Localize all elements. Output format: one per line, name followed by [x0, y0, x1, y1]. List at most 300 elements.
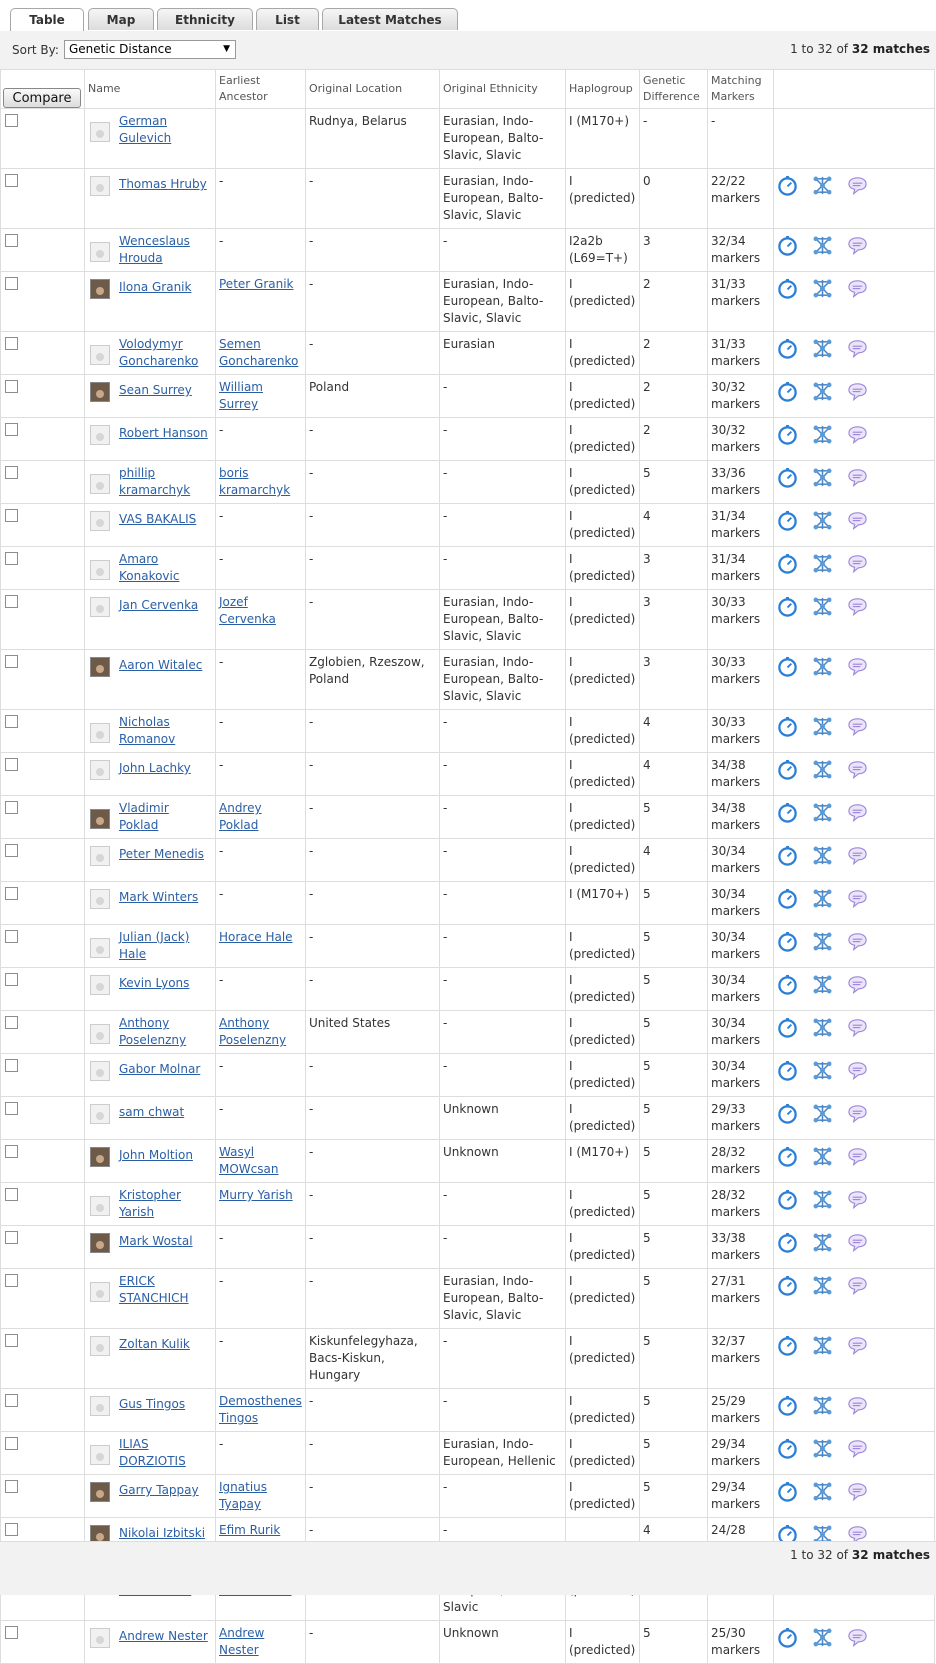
- member-name-link[interactable]: Andrew Nester: [119, 1629, 208, 1643]
- tree-icon[interactable]: [812, 759, 833, 785]
- member-name-link[interactable]: Vladimir Poklad: [119, 801, 169, 832]
- ethnicity-cell: -: [440, 418, 566, 461]
- table-row: [1, 1621, 935, 1664]
- row-actions: [777, 508, 931, 536]
- message-icon[interactable]: [847, 1189, 868, 1215]
- timer-icon[interactable]: [777, 1189, 798, 1215]
- location-cell: -: [306, 1097, 440, 1140]
- member-name-link[interactable]: Kevin Lyons: [119, 976, 190, 990]
- select-checkbox[interactable]: [5, 655, 18, 668]
- member-name-link[interactable]: ILIAS DORZIOTIS: [119, 1437, 186, 1468]
- actions-cell: [774, 272, 935, 332]
- tab-list[interactable]: List: [256, 8, 319, 30]
- avatar[interactable]: [90, 425, 110, 445]
- timer-icon[interactable]: [777, 802, 798, 828]
- select-checkbox[interactable]: [5, 1394, 18, 1407]
- avatar[interactable]: [90, 1445, 110, 1465]
- member-name-link[interactable]: Volodymyr Goncharenko: [119, 337, 199, 368]
- message-icon[interactable]: [847, 1335, 868, 1361]
- timer-icon[interactable]: [777, 381, 798, 407]
- avatar[interactable]: [90, 382, 110, 402]
- footer-count-prefix: 1 to 32 of: [790, 1548, 852, 1562]
- ancestor-link[interactable]: Efim Rurik: [219, 1523, 281, 1537]
- footer-match-count: [790, 1548, 930, 1562]
- timer-icon[interactable]: [777, 467, 798, 493]
- tree-icon[interactable]: [812, 1335, 833, 1361]
- member-name-link[interactable]: Ilona Granik: [119, 280, 192, 294]
- select-cell: [1, 1054, 85, 1097]
- genetic-difference-cell: 5: [640, 461, 708, 504]
- timer-icon[interactable]: [777, 596, 798, 622]
- timer-icon[interactable]: [777, 553, 798, 579]
- ancestor-link[interactable]: Murry Yarish: [219, 1188, 293, 1202]
- message-icon[interactable]: [847, 1232, 868, 1258]
- ancestor-text: -: [219, 234, 224, 248]
- avatar[interactable]: [90, 760, 110, 780]
- name-cell: [85, 418, 216, 461]
- tree-icon[interactable]: [812, 1395, 833, 1421]
- message-icon[interactable]: [847, 759, 868, 785]
- tree-icon[interactable]: [812, 1481, 833, 1507]
- avatar[interactable]: [90, 345, 110, 365]
- timer-icon[interactable]: [777, 510, 798, 536]
- member-name-link[interactable]: VAS BAKALIS: [119, 512, 197, 526]
- tree-icon[interactable]: [812, 1275, 833, 1301]
- member-name-link[interactable]: Sean Surrey: [119, 383, 192, 397]
- name-cell: [85, 650, 216, 710]
- location-cell: -: [306, 272, 440, 332]
- member-name-link[interactable]: Nikolai Izbitski: [119, 1526, 206, 1540]
- haplogroup-cell: I (predicted): [566, 375, 640, 418]
- haplogroup-cell: I (predicted): [566, 332, 640, 375]
- timer-icon[interactable]: [777, 759, 798, 785]
- message-icon[interactable]: [847, 931, 868, 957]
- member-name-link[interactable]: Jan Cervenka: [119, 598, 199, 612]
- name-cell: [85, 1432, 216, 1475]
- timer-icon[interactable]: [777, 845, 798, 871]
- avatar[interactable]: [90, 809, 110, 829]
- table-row: [1, 418, 935, 461]
- timer-icon[interactable]: [777, 278, 798, 304]
- avatar[interactable]: [90, 279, 110, 299]
- member-name-link[interactable]: ERICK STANCHICH: [119, 1274, 189, 1305]
- select-checkbox[interactable]: [5, 380, 18, 393]
- tree-icon[interactable]: [812, 802, 833, 828]
- member-name-link[interactable]: Wenceslaus Hrouda: [119, 234, 190, 265]
- message-icon[interactable]: [847, 1627, 868, 1653]
- member-name-link[interactable]: Amaro Konakovic: [119, 552, 180, 583]
- tree-icon[interactable]: [812, 1146, 833, 1172]
- matching-markers-cell: 30/33 markers: [708, 590, 774, 650]
- tree-icon[interactable]: [812, 1017, 833, 1043]
- timer-icon[interactable]: [777, 1103, 798, 1129]
- timer-icon[interactable]: [777, 656, 798, 682]
- actions-cell: [774, 1226, 935, 1269]
- avatar[interactable]: [90, 597, 110, 617]
- row-actions: [777, 1625, 931, 1653]
- timer-icon[interactable]: [777, 974, 798, 1000]
- ethnicity-cell: Eurasian, Indo-European, Balto-Slavic, Slavic: [440, 109, 566, 169]
- select-checkbox[interactable]: [5, 114, 18, 127]
- select-checkbox[interactable]: [5, 277, 18, 290]
- avatar[interactable]: [90, 657, 110, 677]
- timer-icon[interactable]: [777, 424, 798, 450]
- haplogroup-cell: I (predicted): [566, 169, 640, 229]
- ancestor-link[interactable]: Jozef Cervenka: [219, 595, 276, 626]
- select-checkbox[interactable]: [5, 1145, 18, 1158]
- tree-icon[interactable]: [812, 553, 833, 579]
- col-original-ethnicity[interactable]: Original Ethnicity: [440, 70, 566, 109]
- ancestor-link[interactable]: Semen Goncharenko: [219, 337, 299, 368]
- message-icon[interactable]: [847, 1275, 868, 1301]
- ancestor-link[interactable]: Ignatius Tyapay: [219, 1480, 268, 1511]
- avatar[interactable]: [90, 1628, 110, 1648]
- member-name-link[interactable]: Garry Tappay: [119, 1483, 199, 1497]
- tree-icon[interactable]: [812, 974, 833, 1000]
- select-checkbox[interactable]: [5, 1334, 18, 1347]
- match-count-total: 32 matches: [851, 42, 930, 56]
- ancestor-link[interactable]: Peter Granik: [219, 277, 294, 291]
- select-checkbox[interactable]: [5, 1437, 18, 1450]
- select-checkbox[interactable]: [5, 1231, 18, 1244]
- tab-ethnicity[interactable]: Ethnicity: [157, 8, 253, 30]
- location-cell: -: [306, 1389, 440, 1432]
- timer-icon[interactable]: [777, 235, 798, 261]
- tree-icon[interactable]: [812, 1060, 833, 1086]
- ancestor-text: -: [219, 844, 224, 858]
- message-icon[interactable]: [847, 553, 868, 579]
- ancestor-link[interactable]: Andrew Nester: [219, 1626, 265, 1657]
- avatar[interactable]: [90, 1282, 110, 1302]
- message-icon[interactable]: [847, 1438, 868, 1464]
- ancestor-text: -: [219, 973, 224, 987]
- avatar[interactable]: [90, 511, 110, 531]
- location-cell: -: [306, 1518, 440, 1561]
- select-checkbox[interactable]: [5, 844, 18, 857]
- message-icon[interactable]: [847, 467, 868, 493]
- member-name-link[interactable]: Mark Wostal: [119, 1234, 193, 1248]
- member-name-link[interactable]: Zoltan Kulik: [119, 1337, 190, 1351]
- ancestor-link[interactable]: Horace Hale: [219, 930, 293, 944]
- timer-icon[interactable]: [777, 1395, 798, 1421]
- genetic-difference-cell: 4: [640, 504, 708, 547]
- member-name-link[interactable]: Aaron Witalec: [119, 658, 203, 672]
- ancestor-cell: [216, 169, 306, 229]
- location-cell: -: [306, 753, 440, 796]
- avatar[interactable]: [90, 975, 110, 995]
- avatar[interactable]: [90, 1336, 110, 1356]
- member-name-link[interactable]: Kristopher Yarish: [119, 1188, 181, 1219]
- col-genetic-difference[interactable]: Genetic Difference: [640, 70, 708, 109]
- actions-cell: [774, 710, 935, 753]
- tab-map[interactable]: Map: [88, 8, 154, 30]
- timer-icon[interactable]: [777, 1481, 798, 1507]
- avatar[interactable]: [90, 1233, 110, 1253]
- message-icon[interactable]: [847, 1146, 868, 1172]
- ethnicity-cell: Eurasian, Indo-European, Balto-Slavic, Slavic: [440, 590, 566, 650]
- ethnicity-cell: Eurasian, Indo-European, Balto-Slavic, Slavic: [440, 169, 566, 229]
- row-actions: [777, 843, 931, 871]
- tree-icon[interactable]: [812, 235, 833, 261]
- genetic-difference-cell: 5: [640, 796, 708, 839]
- tab-table[interactable]: Table: [10, 8, 84, 32]
- message-icon[interactable]: [847, 1103, 868, 1129]
- message-icon[interactable]: [847, 656, 868, 682]
- actions-cell: [774, 1389, 935, 1432]
- message-icon[interactable]: [847, 235, 868, 261]
- avatar[interactable]: [90, 1196, 110, 1216]
- member-name-link[interactable]: phillip kramarchyk: [119, 466, 191, 497]
- genetic-difference-cell: 5: [640, 925, 708, 968]
- select-checkbox[interactable]: [5, 174, 18, 187]
- tree-icon[interactable]: [812, 845, 833, 871]
- tree-icon[interactable]: [812, 175, 833, 201]
- select-checkbox[interactable]: [5, 234, 18, 247]
- message-icon[interactable]: [847, 1395, 868, 1421]
- genetic-difference-cell: 4: [640, 1518, 708, 1561]
- ancestor-cell: [216, 461, 306, 504]
- timer-icon[interactable]: [777, 1017, 798, 1043]
- tree-icon[interactable]: [812, 716, 833, 742]
- ancestor-cell: [216, 590, 306, 650]
- haplogroup-cell: I (predicted): [566, 1269, 640, 1329]
- table-row: [1, 1432, 935, 1475]
- actions-cell: [774, 332, 935, 375]
- col-earliest-ancestor[interactable]: Earliest Ancestor: [216, 70, 306, 109]
- select-checkbox[interactable]: [5, 1274, 18, 1287]
- tree-icon[interactable]: [812, 1627, 833, 1653]
- actions-cell: [774, 882, 935, 925]
- row-actions: [777, 379, 931, 407]
- message-icon[interactable]: [847, 845, 868, 871]
- genetic-difference-cell: 3: [640, 547, 708, 590]
- ancestor-link[interactable]: Demosthenes Tingos: [219, 1394, 302, 1425]
- ancestor-link[interactable]: boris kramarchyk: [219, 466, 291, 497]
- select-checkbox[interactable]: [5, 758, 18, 771]
- avatar[interactable]: [90, 176, 110, 196]
- avatar[interactable]: [90, 846, 110, 866]
- avatar[interactable]: [90, 1104, 110, 1124]
- location-cell: -: [306, 590, 440, 650]
- name-cell: [85, 925, 216, 968]
- col-haplogroup[interactable]: Haplogroup: [566, 70, 640, 109]
- member-name-link[interactable]: Gabor Molnar: [119, 1062, 201, 1076]
- timer-icon[interactable]: [777, 1232, 798, 1258]
- member-name-link[interactable]: German Gulevich: [119, 114, 172, 145]
- location-cell: -: [306, 504, 440, 547]
- tree-icon[interactable]: [812, 596, 833, 622]
- select-checkbox[interactable]: [5, 423, 18, 436]
- ancestor-cell: [216, 1097, 306, 1140]
- message-icon[interactable]: [847, 802, 868, 828]
- ethnicity-cell: Eurasian, Indo-European, Hellenic: [440, 1432, 566, 1475]
- member-name-link[interactable]: John Moltion: [119, 1148, 193, 1162]
- haplogroup-cell: I (predicted): [566, 796, 640, 839]
- select-cell: [1, 882, 85, 925]
- table-row: [1, 1054, 935, 1097]
- matching-markers-cell: 28/32 markers: [708, 1140, 774, 1183]
- location-cell: -: [306, 1621, 440, 1664]
- member-name-link[interactable]: Peter Menedis: [119, 847, 204, 861]
- message-icon[interactable]: [847, 381, 868, 407]
- message-icon[interactable]: [847, 338, 868, 364]
- ancestor-link[interactable]: Andrey Poklad: [219, 801, 262, 832]
- actions-cell: [774, 1269, 935, 1329]
- actions-cell: [774, 1432, 935, 1475]
- member-name-link[interactable]: Gus Tingos: [119, 1397, 186, 1411]
- sort-label: Sort By:: [12, 43, 59, 57]
- location-cell: Kiskunfelegyhaza, Bacs-Kiskun, Hungary: [306, 1329, 440, 1389]
- tree-icon[interactable]: [812, 278, 833, 304]
- genetic-difference-cell: 5: [640, 1475, 708, 1518]
- tree-icon[interactable]: [812, 510, 833, 536]
- message-icon[interactable]: [847, 424, 868, 450]
- member-name-link[interactable]: Thomas Hruby: [119, 177, 207, 191]
- tree-icon[interactable]: [812, 1103, 833, 1129]
- avatar[interactable]: [90, 1061, 110, 1081]
- timer-icon[interactable]: [777, 1275, 798, 1301]
- timer-icon[interactable]: [777, 175, 798, 201]
- matching-markers-cell: 29/33 markers: [708, 1097, 774, 1140]
- avatar[interactable]: [90, 1024, 110, 1044]
- tab-latest-matches[interactable]: Latest Matches: [322, 8, 458, 30]
- table-row: [1, 1011, 935, 1054]
- select-checkbox[interactable]: [5, 595, 18, 608]
- select-checkbox[interactable]: [5, 1626, 18, 1639]
- avatar[interactable]: [90, 560, 110, 580]
- message-icon[interactable]: [847, 278, 868, 304]
- select-checkbox[interactable]: [5, 1059, 18, 1072]
- table-row: [1, 1475, 935, 1518]
- avatar[interactable]: [90, 938, 110, 958]
- select-checkbox[interactable]: [5, 801, 18, 814]
- select-checkbox[interactable]: [5, 1102, 18, 1115]
- tree-icon[interactable]: [812, 1189, 833, 1215]
- col-original-location[interactable]: Original Location: [306, 70, 440, 109]
- tree-icon[interactable]: [812, 1232, 833, 1258]
- select-checkbox[interactable]: [5, 1016, 18, 1029]
- avatar[interactable]: [90, 122, 110, 142]
- select-checkbox[interactable]: [5, 337, 18, 350]
- haplogroup-cell: I (M170+): [566, 882, 640, 925]
- select-checkbox[interactable]: [5, 1480, 18, 1493]
- message-icon[interactable]: [847, 1060, 868, 1086]
- actions-cell: [774, 1097, 935, 1140]
- message-icon[interactable]: [847, 510, 868, 536]
- name-cell: [85, 1621, 216, 1664]
- message-icon[interactable]: [847, 888, 868, 914]
- select-checkbox[interactable]: [5, 552, 18, 565]
- ethnicity-cell: Eurasian: [440, 332, 566, 375]
- timer-icon[interactable]: [777, 888, 798, 914]
- ancestor-link[interactable]: William Surrey: [219, 380, 263, 411]
- location-cell: -: [306, 796, 440, 839]
- timer-icon[interactable]: [777, 1060, 798, 1086]
- select-checkbox[interactable]: [5, 1523, 18, 1536]
- timer-icon[interactable]: [777, 338, 798, 364]
- ancestor-cell: [216, 1329, 306, 1389]
- tree-icon[interactable]: [812, 1438, 833, 1464]
- select-cell: [1, 925, 85, 968]
- timer-icon[interactable]: [777, 716, 798, 742]
- timer-icon[interactable]: [777, 1335, 798, 1361]
- message-icon[interactable]: [847, 596, 868, 622]
- select-checkbox[interactable]: [5, 1188, 18, 1201]
- haplogroup-cell: I (predicted): [566, 1329, 640, 1389]
- col-name[interactable]: Name: [85, 70, 216, 109]
- timer-icon[interactable]: [777, 1627, 798, 1653]
- message-icon[interactable]: [847, 1017, 868, 1043]
- timer-icon[interactable]: [777, 1438, 798, 1464]
- timer-icon[interactable]: [777, 931, 798, 957]
- ancestor-link[interactable]: Anthony Poselenzny: [219, 1016, 287, 1047]
- avatar[interactable]: [90, 1482, 110, 1502]
- select-checkbox[interactable]: [5, 509, 18, 522]
- message-icon[interactable]: [847, 1481, 868, 1507]
- message-icon[interactable]: [847, 974, 868, 1000]
- genetic-difference-cell: 5: [640, 968, 708, 1011]
- member-name-link[interactable]: John Lachky: [119, 761, 191, 775]
- select-cell: [1, 109, 85, 169]
- tree-icon[interactable]: [812, 656, 833, 682]
- genetic-difference-cell: 3: [640, 229, 708, 272]
- table-row: [1, 272, 935, 332]
- member-name-link[interactable]: Mark Winters: [119, 890, 199, 904]
- member-name-link[interactable]: Robert Hanson: [119, 426, 208, 440]
- tree-icon[interactable]: [812, 424, 833, 450]
- message-icon[interactable]: [847, 716, 868, 742]
- matching-markers-cell: 25/30 markers: [708, 1621, 774, 1664]
- sort-select[interactable]: [64, 40, 236, 59]
- timer-icon[interactable]: [777, 1146, 798, 1172]
- select-checkbox[interactable]: [5, 887, 18, 900]
- tree-icon[interactable]: [812, 381, 833, 407]
- member-name-link[interactable]: Anthony Poselenzny: [119, 1016, 187, 1047]
- haplogroup-cell: I (predicted): [566, 1621, 640, 1664]
- ancestor-cell: [216, 1140, 306, 1183]
- chevron-down-icon: ▼: [223, 44, 230, 54]
- avatar[interactable]: [90, 474, 110, 494]
- avatar[interactable]: [90, 1147, 110, 1167]
- compare-button[interactable]: Compare: [3, 88, 81, 108]
- select-checkbox[interactable]: [5, 466, 18, 479]
- select-cell: [1, 1140, 85, 1183]
- select-checkbox[interactable]: [5, 973, 18, 986]
- avatar[interactable]: [90, 889, 110, 909]
- tree-icon[interactable]: [812, 931, 833, 957]
- avatar[interactable]: [90, 242, 110, 262]
- message-icon[interactable]: [847, 175, 868, 201]
- avatar[interactable]: [90, 723, 110, 743]
- actions-cell: [774, 1183, 935, 1226]
- col-matching-markers[interactable]: Matching Markers: [708, 70, 774, 109]
- avatar[interactable]: [90, 1396, 110, 1416]
- member-name-link[interactable]: Julian (Jack) Hale: [119, 930, 190, 961]
- tree-icon[interactable]: [812, 467, 833, 493]
- actions-cell: [774, 590, 935, 650]
- member-name-link[interactable]: sam chwat: [119, 1105, 185, 1119]
- row-actions: [777, 1015, 931, 1043]
- ancestor-link[interactable]: Wasyl MOWcsan: [219, 1145, 279, 1176]
- table-row: [1, 169, 935, 229]
- tree-icon[interactable]: [812, 888, 833, 914]
- select-checkbox[interactable]: [5, 715, 18, 728]
- sort-value: Genetic Distance: [69, 42, 172, 56]
- tree-icon[interactable]: [812, 338, 833, 364]
- select-checkbox[interactable]: [5, 930, 18, 943]
- member-name-link[interactable]: Nicholas Romanov: [119, 715, 176, 746]
- ancestor-text: -: [219, 887, 224, 901]
